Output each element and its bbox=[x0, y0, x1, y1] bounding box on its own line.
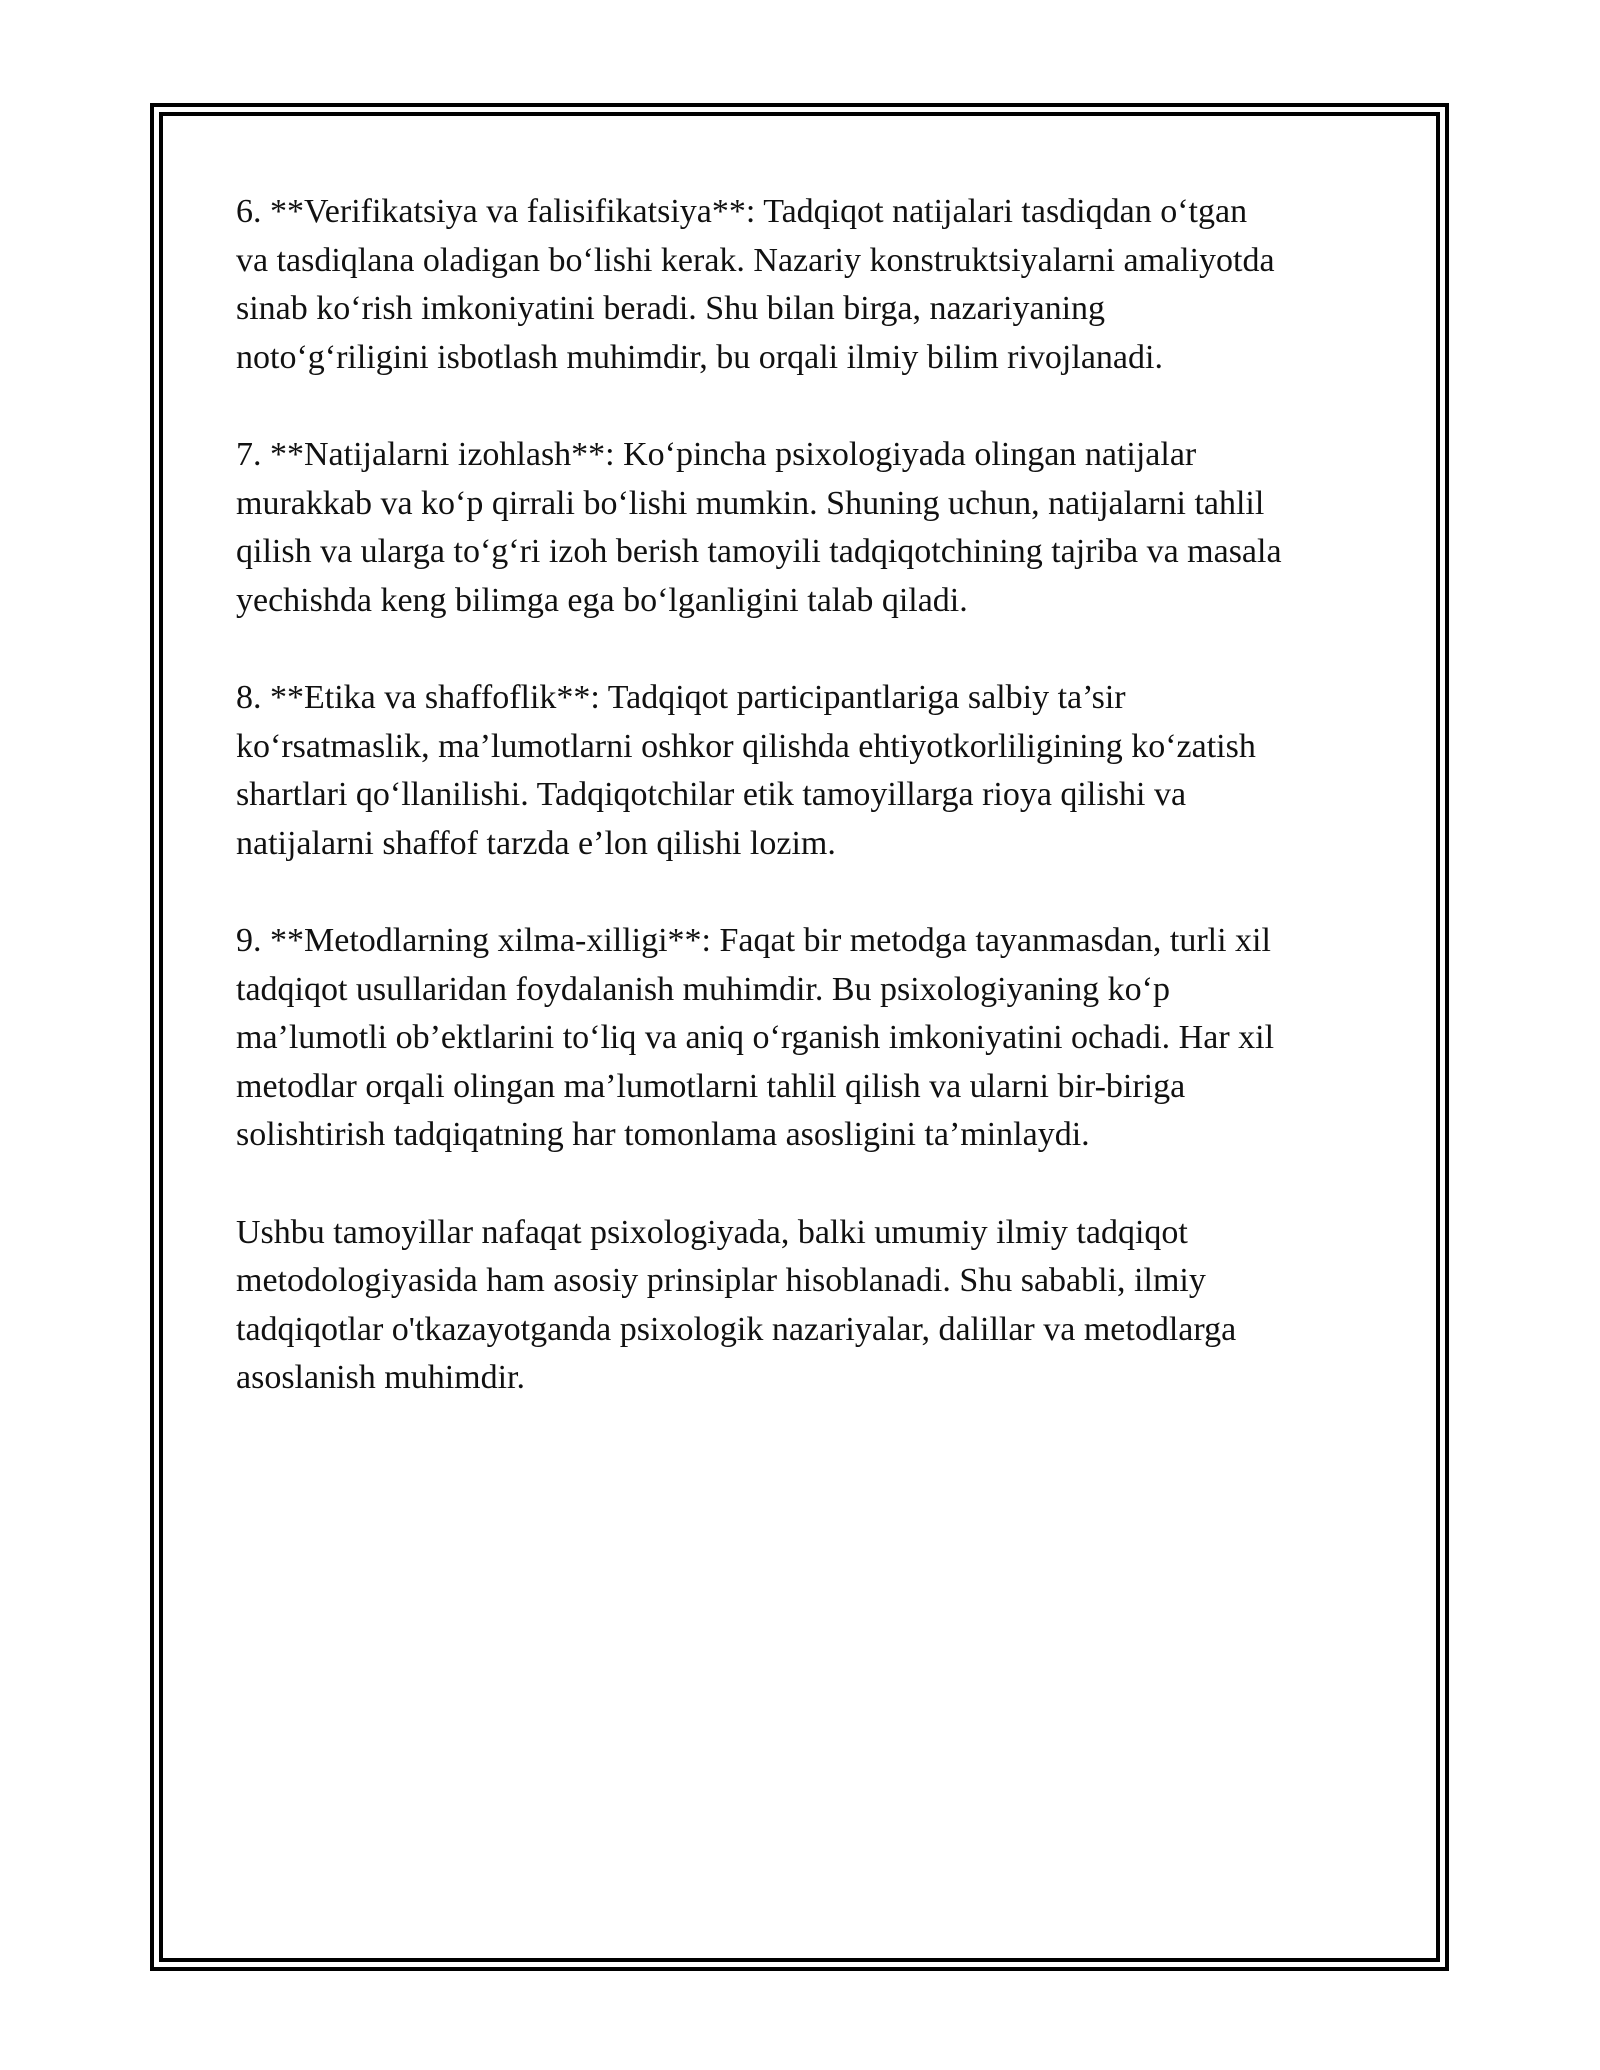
paragraph-methods-diversity: 9. **Metodlarning xilma-xilligi**: Faqat bir metodga tayanmasdan, turli xil tadqiqot usullaridan foydalanish muhimdir. Bu psixologiyaning ko‘p ma’lumotli ob’ektlarini to‘liq va aniq o‘rganish imkoniyatini ochadi. Har xil metodlar orqali olingan ma’lumotlarni tahlil qilish va ularni bir-biriga solishtirish tadqiqatning har tomonlama asosligini ta’minlaydi. bbox=[236, 922, 1275, 1153]
paragraph-conclusion: Ushbu tamoyillar nafaqat psixologiyada, balki umumiy ilmiy tadqiqot metodologiyasida ham asosiy prinsiplar hisoblanadi. Shu sababli, ilmiy tadqiqotlar o'tkazayotganda psixologik nazariyalar, dalillar va metodlarga asoslanish muhimdir. bbox=[236, 1213, 1237, 1396]
paragraph-interpretation: 7. **Natijalarni izohlash**: Ko‘pincha psixologiyada olingan natijalar murakkab va ko‘p qirrali bo‘lishi mumkin. Shuning uchun, natijalarni tahlil qilish va ularga to‘g‘ri izoh berish tamoyili tadqiqotchining tajriba va masala yechishda keng bilimga ega bo‘lganligini talab qiladi. bbox=[236, 436, 1282, 619]
paragraph-verification: 6. **Verifikatsiya va falisifikatsiya**: Tadqiqot natijalari tasdiqdan o‘tgan va tasdiqlana oladigan bo‘lishi kerak. Nazariy konstruktsiyalarni amaliyotda sinab ko‘rish imkoniyatini beradi. Shu bilan birga, nazariyaning noto‘g‘riligini isbotlash muhimdir, bu orqali ilmiy bilim rivojlanadi. bbox=[236, 193, 1275, 376]
paragraph-ethics: 8. **Etika va shaffoflik**: Tadqiqot participantlariga salbiy ta’sir ko‘rsatmaslik, ma’lumotlarni oshkor qilishda ehtiyotkorliligining ko‘zatish shartlari qo‘llanilishi. Tadqiqotchilar etik tamoyillarga rioya qilishi va natijalarni shaffof tarzda e’lon qilishi lozim. bbox=[236, 679, 1256, 862]
document-body bbox=[236, 188, 1376, 1452]
